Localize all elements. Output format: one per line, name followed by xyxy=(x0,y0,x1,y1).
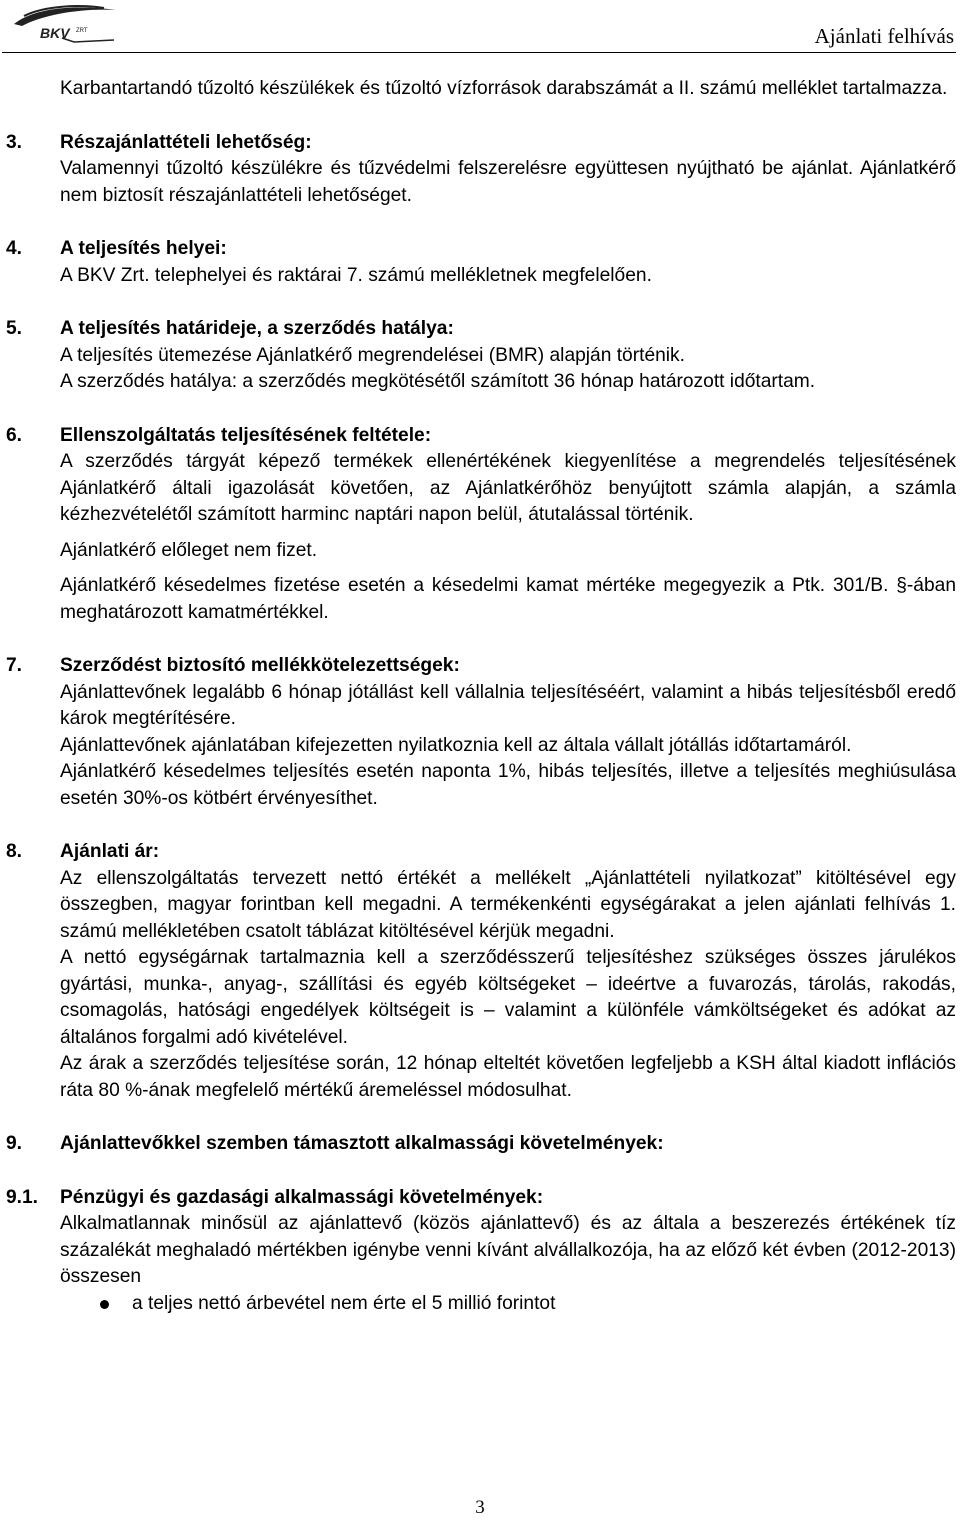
section-heading: A teljesítés helyei: xyxy=(60,238,227,259)
section-paragraph: Ajánlattevőnek ajánlatában kifejezetten nyilatkoznia kell az általa vállalt jótállás időtartamáról. xyxy=(60,734,852,756)
document-type-title: Ajánlati felhívás xyxy=(814,24,954,48)
section-number: 9. xyxy=(6,1133,23,1154)
section-paragraph: A szerződés tárgyát képező termékek ellenértékének kiegyenlítése a megrendelés teljesítésének Ajánlatkérő általi igazolását követően, az Ajánlatkérőhöz benyújtott számla alapján, a számla kézhezvételétől számított harminc naptári napon belül, átutalással történik. xyxy=(60,451,956,525)
bkv-logo-icon xyxy=(4,2,124,46)
document-body xyxy=(6,76,956,1317)
section-paragraph: Ajánlatkérő késedelmes teljesítés esetén naponta 1%, hibás teljesítés, illetve a teljesítés meghiúsulása esetén 30%-os kötbért érvényesíthet. xyxy=(60,761,956,809)
page-header xyxy=(0,0,960,60)
section-3 xyxy=(6,130,956,210)
section-paragraph: Valamennyi tűzoltó készülékre és tűzvédelmi felszerelésre együttesen nyújtható be ajánlat. Ajánlatkérő nem biztosít részajánlattételi lehetőséget. xyxy=(60,158,956,206)
section-number: 4. xyxy=(6,238,23,259)
section-paragraph: A BKV Zrt. telephelyei és raktárai 7. számú mellékletnek megfelelően. xyxy=(60,264,652,286)
section-paragraph: Az ellenszolgáltatás tervezett nettó értékét a mellékelt „Ajánlattételi nyilatkozat” kitöltésével egy összegben, magyar forintban kell megadni. A termékenkénti egységárakat a jelen ajánlati felhívás 1. számú mellékletében csatolt táblázat kitöltésével kérjük megadni. xyxy=(60,867,956,942)
section-heading: A teljesítés határideje, a szerződés hatálya: xyxy=(60,318,454,339)
header-divider xyxy=(2,52,956,53)
section-paragraph: Az árak a szerződés teljesítése során, 12 hónap elteltét követően legfeljebb a KSH által kiadott inflációs ráta 80 %-ának megfelelő mértékű áremeléssel módosulhat. xyxy=(60,1053,956,1101)
section-8 xyxy=(6,839,956,1104)
section-4 xyxy=(6,236,956,289)
section-paragraph: Ajánlattevőnek legalább 6 hónap jótállást kell vállalnia teljesítéséért, valamint a hibás teljesítésből eredő károk megtérítésére. xyxy=(60,681,956,729)
section-heading: Pénzügyi és gazdasági alkalmassági követelmények: xyxy=(60,1186,544,1208)
section-number: 7. xyxy=(6,655,23,676)
section-heading: Szerződést biztosító mellékkötelezettségek: xyxy=(60,655,460,676)
intro-paragraph: Karbantartandó tűzoltó készülékek és tűzoltó vízforrások darabszámát a II. számú melléklet tartalmazza. xyxy=(60,78,948,99)
section-number: 3. xyxy=(6,131,23,153)
section-heading: Ajánlati ár: xyxy=(60,841,160,862)
list-item xyxy=(60,1291,956,1318)
section-6 xyxy=(6,423,956,627)
section-paragraph: Ajánlatkérő késedelmes fizetése esetén a késedelmi kamat mértéke megegyezik a Ptk. 301/B. §-ában meghatározott kamatmértékkel. xyxy=(60,575,956,623)
section-number: 5. xyxy=(6,318,23,339)
logo-suffix: ZRT xyxy=(76,28,88,34)
section-number: 6. xyxy=(6,424,23,446)
bullet-icon xyxy=(100,1300,109,1309)
page-number: 3 xyxy=(475,1497,485,1518)
section-9-1 xyxy=(6,1185,956,1318)
section-heading: Ajánlattevőkkel szemben támasztott alkalmassági követelmények: xyxy=(60,1133,664,1154)
section-number: 9.1. xyxy=(6,1186,39,1208)
section-paragraph: Ajánlatkérő előleget nem fizet. xyxy=(60,539,318,561)
list-item-text: a teljes nettó árbevétel nem érte el 5 millió forintot xyxy=(132,1292,556,1314)
section-paragraph: A nettó egységárnak tartalmaznia kell a szerződésszerű teljesítéshez szükséges összes járulékos gyártási, munka-, anyag-, szállítási és egyéb költségeket – ideértve a fuvarozás, tárolás, rakodás, csomagolás, hatósági engedélyek költségeit is – valamint a különféle vámköltségeket és adókat az általános forgalmi adó kivételével. xyxy=(60,947,956,1048)
section-paragraph: A teljesítés ütemezése Ajánlatkérő megrendelései (BMR) alapján történik. xyxy=(60,344,685,366)
logo-text: BKV xyxy=(40,25,70,41)
bkv-logo xyxy=(4,2,124,46)
section-7 xyxy=(6,653,956,812)
section-paragraph: A szerződés hatálya: a szerződés megkötésétől számított 36 hónap határozott időtartam. xyxy=(60,371,816,392)
section-heading: Részajánlattételi lehetőség: xyxy=(60,131,312,153)
section-paragraph: Alkalmatlannak minősül az ajánlattevő (közös ajánlattevő) és az általa a beszerezés értékének tíz százalékát meghaladó mértékben igénybe venni kívánt alvállalkozója, ha az előző két évben (2012-2013) összesen xyxy=(60,1213,956,1287)
section-5 xyxy=(6,316,956,396)
section-number: 8. xyxy=(6,841,23,862)
section-9 xyxy=(6,1131,956,1158)
section-heading: Ellenszolgáltatás teljesítésének feltétele: xyxy=(60,424,432,446)
